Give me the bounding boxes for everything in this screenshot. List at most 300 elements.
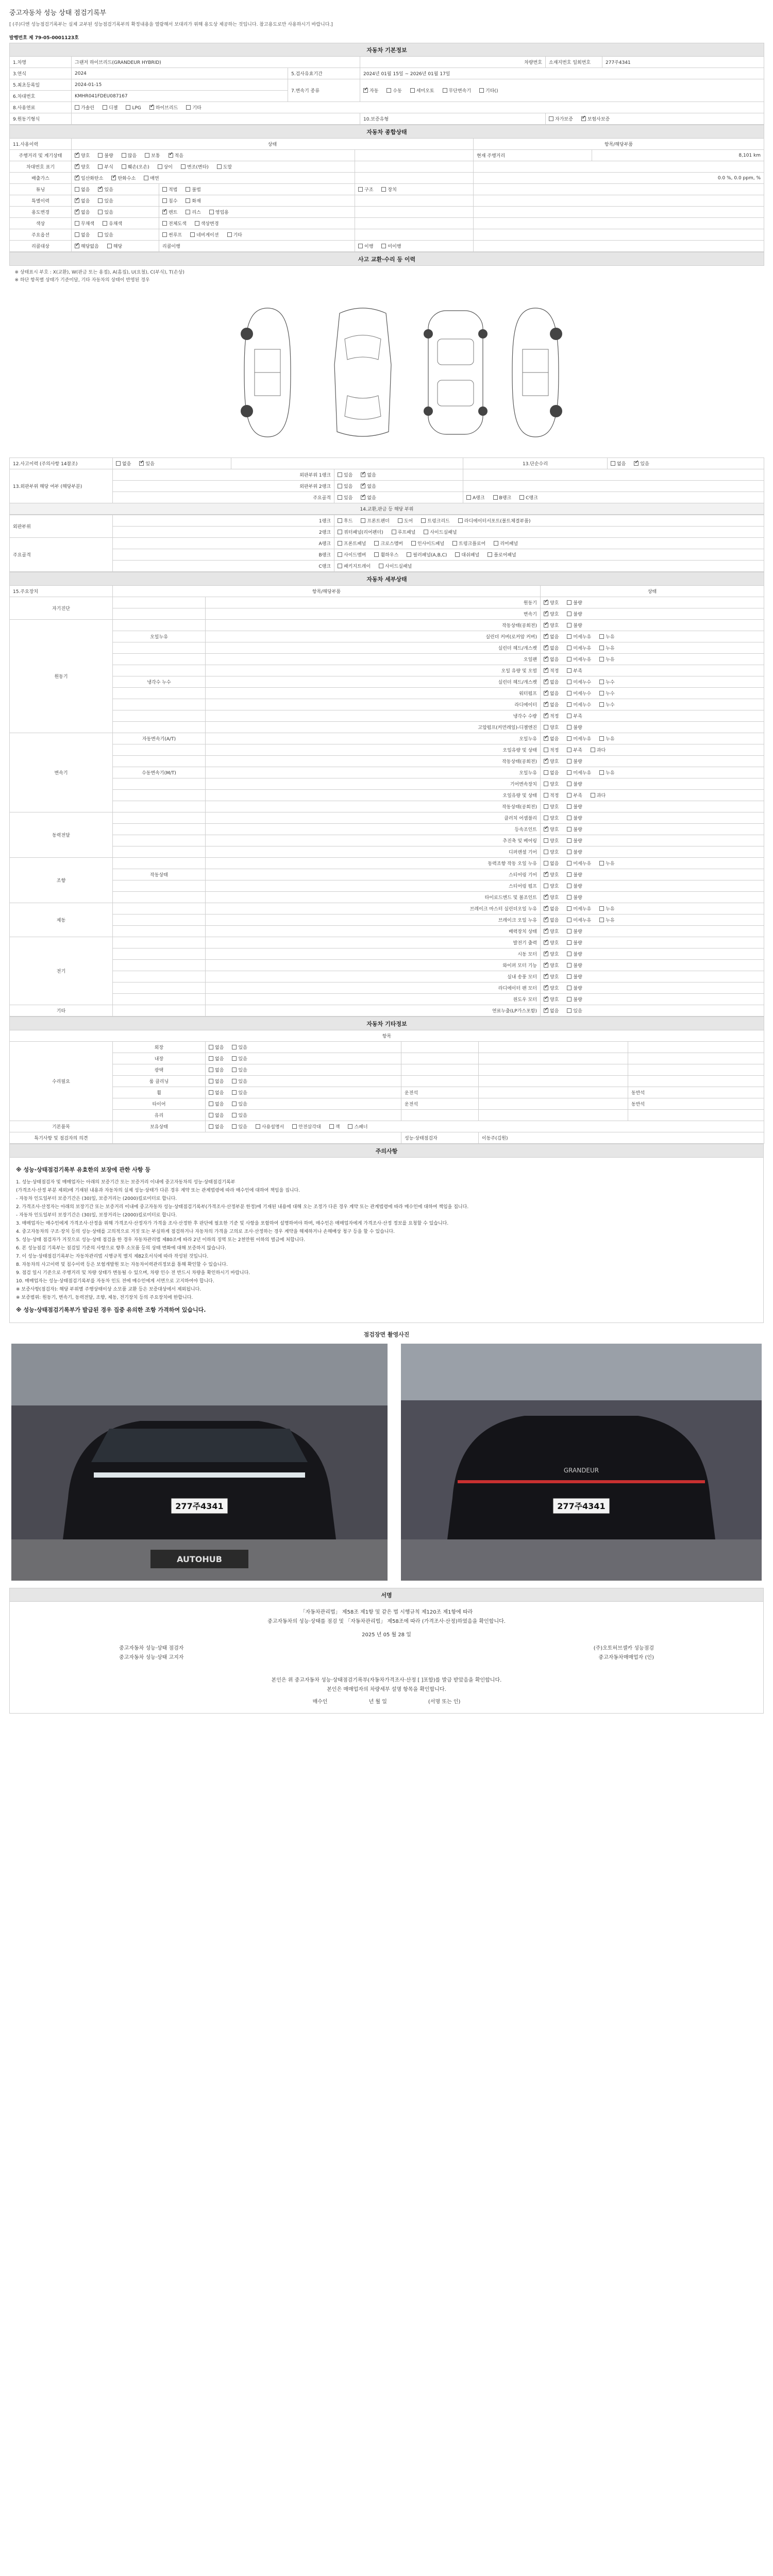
detail-checkbox[interactable] xyxy=(567,657,591,663)
general-checkbox[interactable] xyxy=(111,176,136,181)
other-checkbox[interactable] xyxy=(209,1045,224,1050)
detail-checkbox[interactable] xyxy=(544,929,559,935)
general-sub-checkbox[interactable] xyxy=(162,210,177,215)
label-vin: 6.차대번호 xyxy=(10,91,72,102)
other-checkbox[interactable] xyxy=(232,1102,247,1107)
detail-group-label: 동력전달 xyxy=(10,812,113,858)
fuel-checkbox[interactable] xyxy=(149,106,178,111)
general-sub-checkbox[interactable] xyxy=(162,188,177,193)
option-label: 미세누유 xyxy=(573,635,592,640)
general-row xyxy=(10,184,764,195)
option-label: 없음 xyxy=(215,1113,224,1118)
checkbox-icon xyxy=(209,1113,213,1117)
detail-checkbox[interactable] xyxy=(567,839,582,844)
general-checkbox[interactable] xyxy=(98,188,113,193)
checkbox-icon xyxy=(363,88,368,93)
checkbox-icon xyxy=(567,668,572,673)
detail-checkbox[interactable] xyxy=(544,714,559,719)
label-accident-history: 12.사고이력 (주의사항 14참조) xyxy=(10,458,113,469)
detail-checkbox[interactable] xyxy=(567,827,582,833)
label-outer-rank2: 외판부위 2랭크 xyxy=(113,481,334,492)
notice-text: [ (주)디엔 성능점검기록부는 실제 교부된 성능점검기록부의 확정내용을 열람해서 보대리가 위해 용도상 제공하는 것입니다. 참고용도로만 사용하시기 바랍니다.] xyxy=(9,22,333,27)
option-label: 디젤 xyxy=(109,106,118,111)
general-row-sub-options: 리콜이행 xyxy=(159,241,355,252)
general-extra-checkbox[interactable] xyxy=(381,188,396,193)
detail-checkbox[interactable] xyxy=(567,873,582,878)
general-row-note xyxy=(474,184,764,195)
basic-item-checkbox[interactable] xyxy=(329,1125,340,1130)
checkbox-icon xyxy=(488,552,492,557)
detail-checkbox[interactable] xyxy=(567,737,591,742)
part-checkbox[interactable] xyxy=(374,541,402,547)
outer-rank2-checkbox[interactable] xyxy=(361,484,376,489)
car-diagram xyxy=(10,287,764,457)
option-label: 불량 xyxy=(573,612,582,617)
part-checkbox[interactable] xyxy=(338,530,383,535)
option-label: 쿼터패널(리어펜더) xyxy=(344,530,383,535)
general-checkbox[interactable] xyxy=(75,199,90,204)
detail-checkbox[interactable] xyxy=(567,963,582,969)
basic-item-checkbox[interactable] xyxy=(209,1125,224,1130)
part-checkbox[interactable] xyxy=(455,553,479,558)
general-checkbox[interactable] xyxy=(75,165,90,170)
general-checkbox[interactable] xyxy=(75,244,99,249)
part-checkbox[interactable] xyxy=(458,519,531,524)
checkbox-icon xyxy=(567,952,572,956)
general-sub-checkbox[interactable] xyxy=(186,188,200,193)
detail-checkbox[interactable] xyxy=(544,839,559,844)
part-checkbox[interactable] xyxy=(392,530,416,535)
detail-checkbox[interactable] xyxy=(599,771,614,776)
detail-checkbox[interactable] xyxy=(599,918,614,923)
detail-row xyxy=(10,654,764,665)
other-checkbox[interactable] xyxy=(209,1079,224,1084)
caution-line: 1. 성능·상태점검자 및 매매업자는 아래의 보증기간 또는 보증거리 이내에 중고자동차의 성능·상태점검기록부 xyxy=(16,1180,236,1185)
detail-checkbox[interactable] xyxy=(567,793,582,799)
basic-item-checkbox[interactable] xyxy=(348,1125,367,1130)
general-sub-checkbox[interactable] xyxy=(186,210,200,215)
detail-checkbox[interactable] xyxy=(544,975,559,980)
general-sub-checkbox[interactable] xyxy=(227,233,242,238)
other-checkbox[interactable] xyxy=(209,1057,224,1062)
rank-parts-options xyxy=(334,561,764,572)
caution-line: (가격조사·산정 부분 제외)에 기재된 내용과 자동차의 실제 성능·상태가 다른 경우 계약 또는 관계법령에 따라 매수인에 대하여 책임을 집니다. xyxy=(16,1188,300,1193)
detail-item-label: 클러치 어셈블리 xyxy=(206,812,541,824)
detail-group-label: 원동기 xyxy=(10,620,113,733)
detail-checkbox[interactable] xyxy=(544,669,559,674)
general-checkbox[interactable] xyxy=(98,154,113,159)
detail-checkbox[interactable] xyxy=(544,759,559,765)
detail-checkbox[interactable] xyxy=(567,975,582,980)
option-label: 탄화수소 xyxy=(117,176,136,181)
general-level-checkbox[interactable] xyxy=(145,154,160,159)
detail-checkbox[interactable] xyxy=(567,941,582,946)
general-checkbox[interactable] xyxy=(103,222,122,227)
detail-item-label: 타이로드엔드 및 볼조인트 xyxy=(206,892,541,903)
option-label: 상이 xyxy=(163,165,173,170)
other-checkbox[interactable] xyxy=(232,1079,247,1084)
other-checkbox[interactable] xyxy=(232,1068,247,1073)
checkbox-icon xyxy=(591,748,595,752)
detail-checkbox[interactable] xyxy=(544,771,559,776)
detail-checkbox[interactable] xyxy=(567,748,582,753)
transmission-checkbox[interactable] xyxy=(363,89,378,94)
detail-item-label: 발전기 출력 xyxy=(206,937,541,948)
checkbox-icon xyxy=(567,906,572,911)
fuel-checkbox[interactable] xyxy=(75,106,94,111)
other-checkbox[interactable] xyxy=(232,1091,247,1096)
detail-sub-label: 냉각수 누수 xyxy=(113,676,206,688)
general-checkbox[interactable] xyxy=(98,199,113,204)
detail-checkbox[interactable] xyxy=(567,805,582,810)
general-checkbox[interactable] xyxy=(217,165,232,170)
detail-checkbox[interactable] xyxy=(544,952,559,957)
detail-checkbox[interactable] xyxy=(544,850,559,855)
option-label: 없음 xyxy=(550,771,559,776)
detail-row xyxy=(10,982,764,994)
detail-item-options xyxy=(541,608,764,620)
frame-rank-checkbox[interactable] xyxy=(466,496,485,501)
detail-checkbox[interactable] xyxy=(544,907,559,912)
general-sub-checkbox[interactable] xyxy=(162,199,177,204)
label-first-reg: 5.최초등록일 xyxy=(10,79,72,91)
option-label: 양호 xyxy=(550,816,559,821)
detail-checkbox[interactable] xyxy=(544,635,559,640)
part-checkbox[interactable] xyxy=(398,519,413,524)
checkbox-icon xyxy=(599,691,604,696)
transmission-checkbox[interactable] xyxy=(443,89,471,94)
option-label: 사이드실패널 xyxy=(430,530,457,535)
pricer-label: 중고자동차 성능·상태 고지자 xyxy=(119,1655,184,1660)
option-label: 없음 xyxy=(81,199,90,204)
main-frame-checkbox[interactable] xyxy=(361,496,376,501)
detail-checkbox[interactable] xyxy=(544,691,559,697)
fuel-checkbox[interactable] xyxy=(186,106,201,111)
detail-checkbox[interactable] xyxy=(544,725,559,731)
general-checkbox[interactable] xyxy=(98,165,113,170)
option-label: 있음 xyxy=(238,1125,247,1130)
other-checkbox[interactable] xyxy=(232,1057,247,1062)
general-extra-checkbox[interactable] xyxy=(381,244,401,249)
detail-checkbox[interactable] xyxy=(567,703,591,708)
repair-needed-label: 수리필요 xyxy=(10,1042,113,1121)
warranty-checkbox[interactable] xyxy=(549,117,573,122)
other-checkbox[interactable] xyxy=(209,1068,224,1073)
detail-checkbox[interactable] xyxy=(599,680,614,685)
detail-sub-label xyxy=(113,1005,206,1016)
option-label: 불량 xyxy=(573,986,582,991)
detail-checkbox[interactable] xyxy=(544,941,559,946)
detail-checkbox[interactable] xyxy=(599,657,614,663)
option-label: 있음 xyxy=(344,473,353,478)
part-checkbox[interactable] xyxy=(338,553,366,558)
detail-checkbox[interactable] xyxy=(567,725,582,731)
other-checkbox[interactable] xyxy=(209,1113,224,1118)
other-item-mid xyxy=(401,1042,479,1053)
outer-rank2-checkbox[interactable] xyxy=(338,484,352,489)
option-label: 사용설명서 xyxy=(261,1125,284,1130)
frame-rank-checkbox[interactable] xyxy=(493,496,512,501)
detail-checkbox[interactable] xyxy=(544,657,559,663)
general-sub-checkbox[interactable] xyxy=(190,233,219,238)
option-label: 트렁크플로어 xyxy=(459,541,486,547)
option-label: 없음 xyxy=(367,484,376,489)
detail-checkbox[interactable] xyxy=(567,986,582,991)
detail-item-options xyxy=(541,846,764,858)
detail-checkbox[interactable] xyxy=(599,635,614,640)
checkbox-icon xyxy=(567,838,572,843)
car-left-side-diagram xyxy=(237,303,298,442)
detail-checkbox[interactable] xyxy=(544,793,559,799)
general-sub-checkbox[interactable] xyxy=(209,210,229,215)
basic-item-checkbox[interactable] xyxy=(256,1125,284,1130)
detail-sub-label xyxy=(113,971,206,982)
detail-sub-label xyxy=(113,620,206,631)
checkbox-icon xyxy=(348,1124,352,1129)
general-sub-checkbox[interactable] xyxy=(162,233,182,238)
caution-line: - 자동차 인도일부터 보장기간은 (30)일, 보장거리는 (2000)킬로미터로 합니다. xyxy=(16,1213,177,1218)
general-checkbox[interactable] xyxy=(75,188,90,193)
part-checkbox[interactable] xyxy=(488,553,516,558)
general-checkbox[interactable] xyxy=(75,154,90,159)
general-sub-checkbox[interactable] xyxy=(162,222,187,227)
detail-checkbox[interactable] xyxy=(599,861,614,867)
transmission-checkbox[interactable] xyxy=(410,89,434,94)
general-row-sub-options xyxy=(159,207,355,218)
detail-item-options xyxy=(541,733,764,744)
detail-checkbox[interactable] xyxy=(544,986,559,991)
general-level-checkbox[interactable] xyxy=(169,154,183,159)
part-checkbox[interactable] xyxy=(421,519,449,524)
general-checkbox[interactable] xyxy=(75,233,90,238)
detail-checkbox[interactable] xyxy=(544,873,559,878)
detail-checkbox[interactable] xyxy=(567,771,591,776)
repair-checkbox[interactable] xyxy=(611,462,626,467)
accident-checkbox[interactable] xyxy=(139,462,154,467)
main-frame-checkbox[interactable] xyxy=(338,496,352,501)
detail-checkbox[interactable] xyxy=(567,861,591,867)
detail-checkbox[interactable] xyxy=(567,782,582,787)
other-row xyxy=(10,1087,764,1098)
general-row-sub-options xyxy=(159,195,355,207)
general-row-label: 색상 xyxy=(10,218,72,229)
detail-checkbox[interactable] xyxy=(544,680,559,685)
general-checkbox[interactable] xyxy=(75,176,103,181)
detail-checkbox[interactable] xyxy=(567,918,591,923)
other-checkbox[interactable] xyxy=(209,1091,224,1096)
detail-checkbox[interactable] xyxy=(567,601,582,606)
detail-checkbox[interactable] xyxy=(567,952,582,957)
detail-item-label: 라디에이터 팬 모터 xyxy=(206,982,541,994)
detail-checkbox[interactable] xyxy=(567,1009,582,1014)
outer-rank1-checkbox[interactable] xyxy=(338,473,352,478)
option-label: 자동 xyxy=(369,89,379,94)
option-label: 누유 xyxy=(606,657,615,663)
detail-checkbox[interactable] xyxy=(567,759,582,765)
option-label: 불량 xyxy=(573,884,582,889)
general-sub-checkbox[interactable] xyxy=(195,222,219,227)
detail-checkbox[interactable] xyxy=(567,669,582,674)
option-label: 보험사보증 xyxy=(587,117,610,122)
detail-checkbox[interactable] xyxy=(567,816,582,821)
other-checkbox[interactable] xyxy=(232,1113,247,1118)
detail-checkbox[interactable] xyxy=(567,691,591,697)
general-checkbox[interactable] xyxy=(158,165,173,170)
option-label: 있음 xyxy=(344,484,353,489)
part-checkbox[interactable] xyxy=(338,519,352,524)
frame-rank-checkbox[interactable] xyxy=(519,496,538,501)
detail-checkbox[interactable] xyxy=(544,646,559,651)
general-row xyxy=(10,241,764,252)
warranty-checkbox[interactable] xyxy=(581,117,610,122)
detail-checkbox[interactable] xyxy=(544,601,559,606)
general-sub-checkbox[interactable] xyxy=(186,199,200,204)
general-checkbox[interactable] xyxy=(75,210,90,215)
part-checkbox[interactable] xyxy=(379,564,412,569)
general-level-checkbox[interactable] xyxy=(122,154,137,159)
buyer-label: 매수인 xyxy=(312,1699,328,1705)
checkbox-icon xyxy=(144,176,148,180)
detail-checkbox[interactable] xyxy=(544,861,559,867)
detail-checkbox[interactable] xyxy=(591,793,606,799)
other-item-label: 타이어 xyxy=(113,1098,206,1110)
general-extra-checkbox[interactable] xyxy=(358,244,373,249)
general-row-label: 튜닝 xyxy=(10,184,72,195)
option-label: 변조(변타) xyxy=(187,165,209,170)
option-label: 양호 xyxy=(550,805,559,810)
option-label: 보통 xyxy=(151,154,160,159)
detail-checkbox[interactable] xyxy=(567,907,591,912)
basic-item-checkbox[interactable] xyxy=(232,1125,247,1130)
detail-checkbox[interactable] xyxy=(567,929,582,935)
option-label: 침수 xyxy=(169,199,178,204)
detail-checkbox[interactable] xyxy=(544,623,559,629)
detail-checkbox[interactable] xyxy=(544,748,559,753)
detail-item-label: 작동상태(공회전) xyxy=(206,620,541,631)
detail-checkbox[interactable] xyxy=(544,997,559,1003)
detail-item-label: 작동상태(공회전) xyxy=(206,801,541,812)
detail-checkbox[interactable] xyxy=(567,612,582,617)
other-checkbox[interactable] xyxy=(232,1045,247,1050)
general-checkbox[interactable] xyxy=(98,233,113,238)
detail-checkbox[interactable] xyxy=(567,714,582,719)
part-checkbox[interactable] xyxy=(338,564,371,569)
part-checkbox[interactable] xyxy=(338,541,366,547)
general-row-note xyxy=(474,161,764,173)
transmission-checkbox[interactable] xyxy=(479,89,498,94)
detail-item-options xyxy=(541,620,764,631)
general-checkbox[interactable] xyxy=(144,176,159,181)
detail-checkbox[interactable] xyxy=(567,635,591,640)
detail-checkbox[interactable] xyxy=(544,895,559,901)
basic-item-checkbox[interactable] xyxy=(292,1125,321,1130)
detail-checkbox[interactable] xyxy=(544,737,559,742)
basic-info-table xyxy=(9,43,764,125)
caution-line: 2. 가격조사·산정자는 아래의 보장기간 또는 보증거리 이내에 중고자동차 성능·상태점검기록부(가격조사·산정부분 한정)에 기재된 내용에 대해 오는 조정가 다른 경우 계약 또는 관계법령에 따라 매수인에 대하여 책임을 집니다. xyxy=(16,1205,469,1210)
detail-checkbox[interactable] xyxy=(544,703,559,708)
caution-line: ※ 보증범위: 원동기, 변속기, 동력전달, 조향, 제동, 전기장치 등의 주요장치에 한합니다. xyxy=(16,1295,193,1300)
fuel-checkbox[interactable] xyxy=(103,106,117,111)
detail-checkbox[interactable] xyxy=(544,1009,559,1014)
detail-item-options xyxy=(541,994,764,1005)
detail-checkbox[interactable] xyxy=(599,646,614,651)
option-label: 미세누유 xyxy=(573,907,592,912)
detail-checkbox[interactable] xyxy=(591,748,606,753)
detail-checkbox[interactable] xyxy=(599,737,614,742)
repair-checkbox[interactable] xyxy=(634,462,649,467)
part-checkbox[interactable] xyxy=(361,519,389,524)
detail-checkbox[interactable] xyxy=(544,782,559,787)
option-label: 불량 xyxy=(573,997,582,1003)
checkbox-icon xyxy=(381,187,386,192)
option-label: 불량 xyxy=(573,623,582,629)
detail-checkbox[interactable] xyxy=(544,884,559,889)
part-checkbox[interactable] xyxy=(374,553,398,558)
fuel-checkbox[interactable] xyxy=(126,106,141,111)
photo-row xyxy=(9,1344,764,1581)
detail-row xyxy=(10,892,764,903)
detail-checkbox[interactable] xyxy=(544,918,559,923)
part-checkbox[interactable] xyxy=(494,541,518,547)
option-label: 장치 xyxy=(388,188,397,193)
detail-checkbox[interactable] xyxy=(599,703,614,708)
general-checkbox[interactable] xyxy=(107,244,122,249)
detail-checkbox[interactable] xyxy=(544,805,559,810)
general-row xyxy=(10,161,764,173)
general-checkbox[interactable] xyxy=(122,165,149,170)
part-checkbox[interactable] xyxy=(411,541,444,547)
general-checkbox[interactable] xyxy=(181,165,209,170)
label-simple-repair: 13.단순수리 xyxy=(463,458,608,469)
detail-checkbox[interactable] xyxy=(567,623,582,629)
detail-checkbox[interactable] xyxy=(544,612,559,617)
general-row-options xyxy=(72,218,159,229)
accident-checkbox[interactable] xyxy=(116,462,131,467)
detail-checkbox[interactable] xyxy=(544,963,559,969)
caution-line: ※ 보증사항(점검자): 해당 부위별 주행상태이상 소모품 교환 등은 보증대상에서 제외됩니다. xyxy=(16,1287,201,1292)
general-checkbox[interactable] xyxy=(98,210,113,215)
part-checkbox[interactable] xyxy=(452,541,485,547)
detail-sub-label xyxy=(113,994,206,1005)
detail-checkbox[interactable] xyxy=(544,827,559,833)
option-label: 불량 xyxy=(573,805,582,810)
other-checkbox[interactable] xyxy=(209,1102,224,1107)
opinion-mid: 성능·상태점검자 xyxy=(401,1132,479,1144)
outer-rank1-checkbox[interactable] xyxy=(361,473,376,478)
detail-sub-label xyxy=(113,835,206,846)
general-extra-checkbox[interactable] xyxy=(358,188,373,193)
detail-checkbox[interactable] xyxy=(544,816,559,821)
detail-checkbox[interactable] xyxy=(599,691,614,697)
detail-sub-label xyxy=(113,778,206,790)
detail-checkbox[interactable] xyxy=(567,884,582,889)
option-label: 가솔린 xyxy=(81,106,95,111)
part-checkbox[interactable] xyxy=(424,530,457,535)
detail-checkbox[interactable] xyxy=(567,646,591,651)
general-row-label: 주요옵션 xyxy=(10,229,72,241)
option-label: 리어패널 xyxy=(500,541,518,547)
detail-checkbox[interactable] xyxy=(567,680,591,685)
part-checkbox[interactable] xyxy=(407,553,447,558)
option-label: 없음 xyxy=(550,861,559,867)
other-item-right xyxy=(628,1110,764,1121)
detail-checkbox[interactable] xyxy=(567,997,582,1003)
general-checkbox[interactable] xyxy=(75,222,94,227)
detail-checkbox[interactable] xyxy=(599,907,614,912)
detail-checkbox[interactable] xyxy=(567,850,582,855)
transmission-checkbox[interactable] xyxy=(386,89,401,94)
detail-checkbox[interactable] xyxy=(567,895,582,901)
